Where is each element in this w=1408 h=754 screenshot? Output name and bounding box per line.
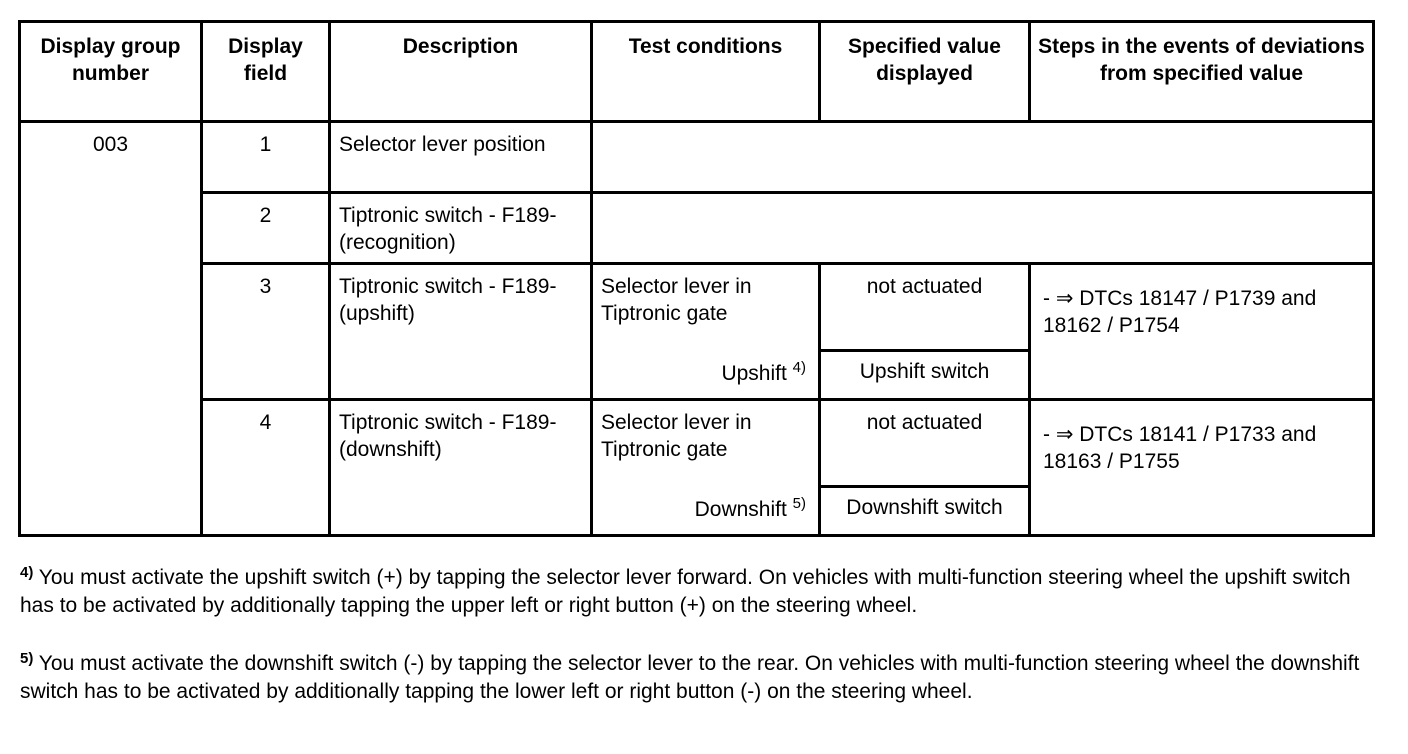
footnote-marker: 4) [20, 564, 34, 581]
footnote-ref: 5) [792, 495, 806, 512]
footnotes [20, 564, 1380, 706]
test-condition-text: Selector lever in Tiptronic gate [601, 275, 752, 325]
test-condition-action [721, 360, 806, 387]
specified-value-cell [820, 264, 1030, 400]
header-description: Description [330, 22, 592, 122]
table-row [20, 400, 1374, 536]
display-field: 2 [202, 193, 330, 264]
header-display-field: Display field [202, 22, 330, 122]
header-test-conditions: Test conditions [592, 22, 820, 122]
test-condition-action [695, 496, 806, 523]
display-field: 1 [202, 122, 330, 193]
table-row [20, 264, 1374, 400]
footnote-4 [20, 564, 1380, 620]
display-field: 3 [202, 264, 330, 400]
test-conditions-cell [592, 400, 820, 536]
display-field: 4 [202, 400, 330, 536]
specified-value-default: not actuated [866, 275, 983, 298]
specified-value-active: Upshift switch [821, 349, 1028, 395]
table-row [20, 122, 1374, 193]
action-label: Upshift [721, 362, 787, 385]
empty-merged-cell [592, 122, 1374, 193]
action-label: Downshift [694, 498, 787, 521]
test-condition-text: Selector lever in Tiptronic gate [601, 411, 752, 461]
specified-value-default: not actuated [866, 411, 983, 434]
description-cell: Tiptronic switch - F189- (recognition) [330, 193, 592, 264]
description-cell: Tiptronic switch - F189- (upshift) [330, 264, 592, 400]
footnote-marker: 5) [20, 650, 34, 667]
specified-value-active: Downshift switch [821, 485, 1028, 531]
footnote-text: You must activate the upshift switch (+) by tapping the selector lever forward. On vehicles with multi-function steering wheel the upshift switch has to be activated by additionally tapping the upper left or right button (+) on the steering wheel. [20, 566, 1351, 617]
deviation-steps: - ⇒ DTCs 18147 / P1739 and 18162 / P1754 [1030, 264, 1374, 400]
empty-merged-cell [592, 193, 1374, 264]
footnote-5 [20, 650, 1380, 706]
header-steps: Steps in the events of deviations from specified value [1030, 22, 1374, 122]
deviation-steps: - ⇒ DTCs 18141 / P1733 and 18163 / P1755 [1030, 400, 1374, 536]
footnote-ref: 4) [792, 359, 806, 376]
table-row [20, 193, 1374, 264]
test-conditions-cell [592, 264, 820, 400]
table-header-row [20, 22, 1374, 122]
footnote-text: You must activate the downshift switch (-) by tapping the selector lever to the rear. On vehicles with multi-function steering wheel the downshift switch has to be activated by additionally tapping the lower left or right button (-) on the steering wheel. [20, 652, 1360, 703]
measured-value-table [18, 20, 1375, 537]
description-cell: Tiptronic switch - F189- (downshift) [330, 400, 592, 536]
header-specified-value: Specified value displayed [820, 22, 1030, 122]
description-cell: Selector lever position [330, 122, 592, 193]
display-group-number: 003 [20, 122, 202, 536]
specified-value-cell [820, 400, 1030, 536]
header-display-group: Display group number [20, 22, 202, 122]
